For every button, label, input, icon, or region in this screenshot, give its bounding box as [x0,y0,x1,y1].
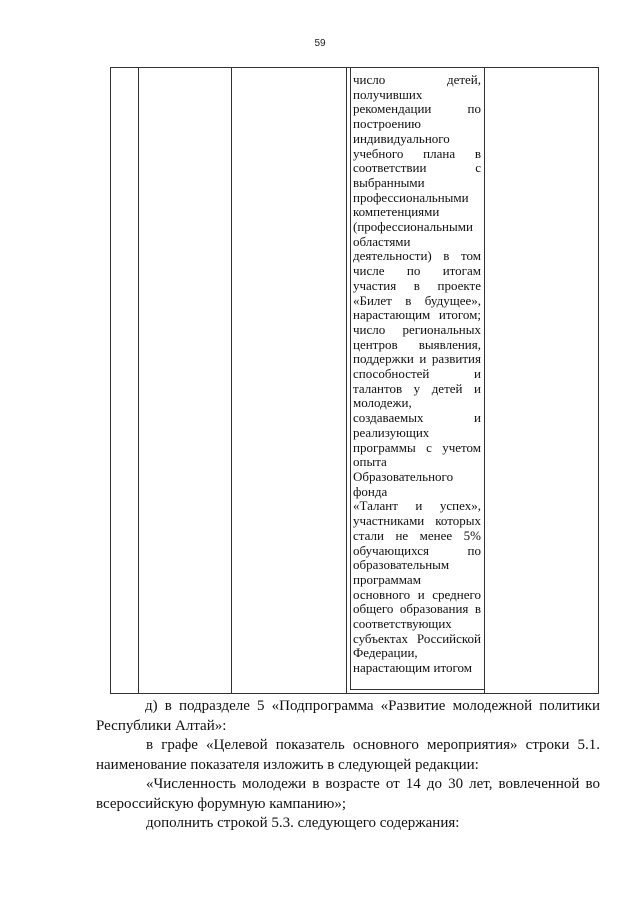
indicator-line: фонда [353,483,388,499]
paragraph-new-wording [96,775,600,814]
cell-inner-border-left [350,67,351,690]
paragraph-add-row [96,814,600,834]
indicator-line: стали не менее 5% [353,527,481,543]
indicator-line: талантов у детей и [353,380,481,396]
indicator-line: число региональных [353,321,481,337]
table-border-left [110,67,111,694]
indicator-line: выбранными [353,174,425,190]
indicator-line: числе по итогам [353,263,481,279]
paragraph-line: наименование показателя изложить в следующей редакции: [96,756,479,773]
cell-inner-border-bottom [350,689,484,690]
indicator-line: участниками которых [353,513,481,529]
indicator-line: рекомендации по [353,101,481,117]
indicator-line: число детей, [353,72,481,87]
column-divider [346,67,347,694]
indicator-line: Образовательного [353,468,454,484]
indicator-line: создаваемых и [353,410,481,426]
indicator-line: построению [353,116,421,132]
indicator-line: реализующих [353,424,430,440]
indicator-line: основного и среднего [353,586,481,602]
indicator-line: индивидуального [353,130,450,146]
paragraph-line: «Численность молодежи в возрасте от 14 до 30 лет, вовлеченной во [146,776,600,792]
indicator-line: общего образования в [353,601,481,617]
column-divider [138,67,139,694]
paragraph-line: в графе «Целевой показатель основного мероприятия» строки 5.1. [146,737,600,753]
indicator-cell-text [353,73,481,676]
column-divider [484,67,485,694]
indicator-line: «Билет в будущее», [353,292,481,308]
indicator-line: Федерации, [353,645,418,661]
table-border-bottom [110,693,599,694]
indicator-line: деятельности) в том [353,248,481,264]
indicator-line: нарастающим итогом; [353,307,481,323]
indicator-line: «Талант и успех», [353,498,481,514]
paragraph-line: д) в подразделе 5 «Подпрограмма «Развитие молодежной политики [145,698,600,714]
indicator-line: областями [353,233,411,249]
paragraph-line: всероссийскую форумную кампанию»; [96,795,347,812]
indicator-line: компетенциями [353,204,440,220]
paragraph-line: Республики Алтай»: [96,717,227,734]
indicator-line: профессиональными [353,189,469,205]
table-border-top [110,67,599,68]
indicator-line: субъектах Российской [353,630,481,646]
column-divider [231,67,232,694]
paragraph-subsection-5 [96,697,600,736]
indicator-line: нарастающим итогом [353,660,472,676]
indicator-line: (профессиональными [353,219,473,235]
indicator-line: способностей и [353,366,481,382]
indicator-line: участия в проекте [353,277,481,293]
indicator-line: программам [353,571,421,587]
indicator-line: соответствующих [353,616,452,632]
indicator-line: программы с учетом [353,439,481,455]
indicator-line: опыта [353,454,387,470]
page-number: 59 [314,38,326,49]
table-border-right [598,67,599,694]
paragraph-line: дополнить строкой 5.3. следующего содержания: [146,815,460,831]
indicator-line: соответствии с [353,160,481,176]
indicator-line: поддержки и развития [353,351,481,367]
indicator-line: получивших [353,86,423,102]
indicator-line: центров выявления, [353,336,481,352]
indicator-line: молодежи, [353,395,412,411]
paragraph-column-target [96,736,600,775]
indicator-line: обучающихся по [353,542,481,558]
indicator-line: учебного плана в [353,145,481,161]
indicator-line: образовательным [353,557,450,573]
